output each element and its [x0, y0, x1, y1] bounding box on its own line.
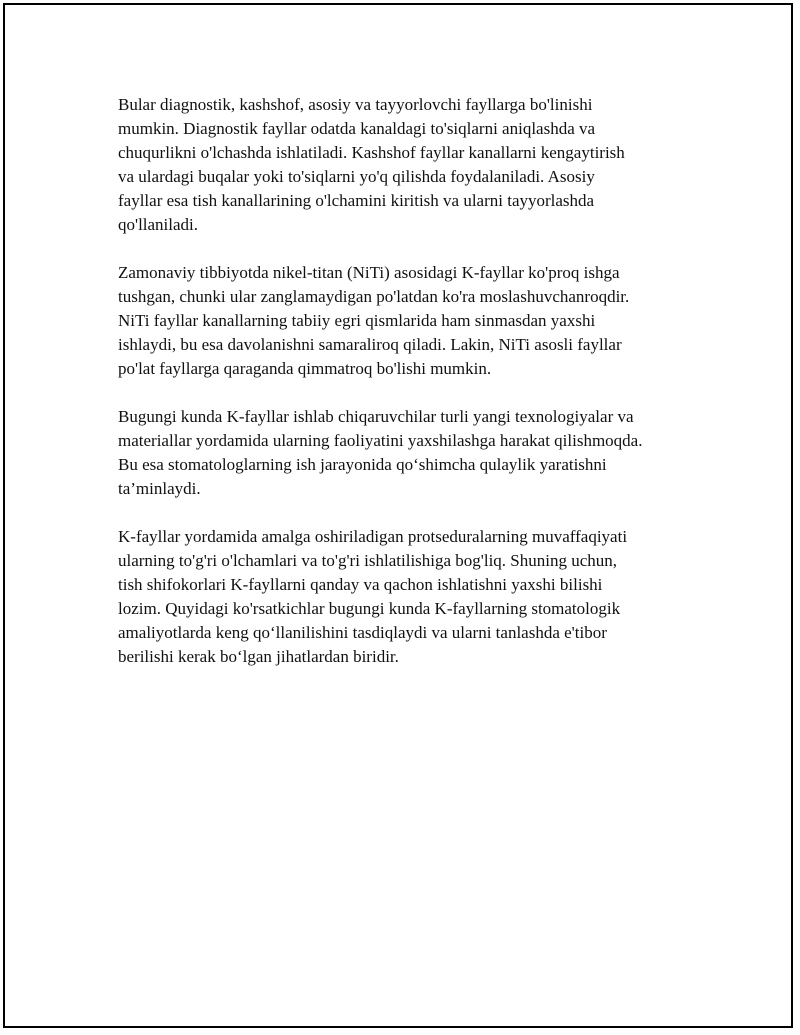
paragraph-1 — [118, 93, 698, 237]
text-line: ishlaydi, bu esa davolanishni samaraliroq qiladi. Lakin, NiTi asosli fayllar — [118, 335, 622, 354]
text-line: po'lat fayllarga qaraganda qimmatroq bo'lishi mumkin. — [118, 359, 492, 378]
text-line: qo'llaniladi. — [118, 215, 199, 234]
text-line: tish shifokorlari K-fayllarni qanday va qachon ishlatishni yaxshi bilishi — [118, 575, 603, 594]
text-line: NiTi fayllar kanallarning tabiiy egri qismlarida ham sinmasdan yaxshi — [118, 311, 596, 330]
text-line: ularning to'g'ri o'lchamlari va to'g'ri ishlatilishiga bog'liq. Shuning uchun, — [118, 551, 618, 570]
text-line: lozim. Quyidagi ko'rsatkichlar bugungi kunda K-fayllarning stomatologik — [118, 599, 621, 618]
text-line: Bu esa stomatologlarning ish jarayonida qo‘shimcha qulaylik yaratishni — [118, 455, 607, 474]
text-line: va ulardagi buqalar yoki to'siqlarni yo'q qilishda foydalaniladi. Asosiy — [118, 167, 595, 186]
text-line: K-fayllar yordamida amalga oshiriladigan protseduralarning muvaffaqiyati — [118, 527, 628, 546]
text-line: fayllar esa tish kanallarining o'lchamini kiritish va ularni tayyorlashda — [118, 191, 595, 210]
text-line: Bugungi kunda K-fayllar ishlab chiqaruvchilar turli yangi texnologiyalar va — [118, 407, 634, 426]
text-line: chuqurlikni o'lchashda ishlatiladi. Kashshof fayllar kanallarni kengaytirish — [118, 143, 625, 162]
text-line: amaliyotlarda keng qo‘llanilishini tasdiqlaydi va ularni tanlashda e'tibor — [118, 623, 607, 642]
paragraph-3 — [118, 405, 698, 501]
text-line: berilishi kerak bo‘lgan jihatlardan biridir. — [118, 647, 399, 666]
text-line: materiallar yordamida ularning faoliyatini yaxshilashga harakat qilishmoqda. — [118, 431, 643, 450]
document-body — [118, 93, 698, 693]
text-line: ta’minlaydi. — [118, 479, 201, 498]
paragraph-4 — [118, 525, 698, 669]
text-line: Bular diagnostik, kashshof, asosiy va tayyorlovchi fayllarga bo'linishi — [118, 95, 593, 114]
text-line: tushgan, chunki ular zanglamaydigan po'latdan ko'ra moslashuvchanroqdir. — [118, 287, 630, 306]
paragraph-2 — [118, 261, 698, 381]
text-line: mumkin. Diagnostik fayllar odatda kanaldagi to'siqlarni aniqlashda va — [118, 119, 596, 138]
text-line: Zamonaviy tibbiyotda nikel-titan (NiTi) asosidagi K-fayllar ko'proq ishga — [118, 263, 620, 282]
